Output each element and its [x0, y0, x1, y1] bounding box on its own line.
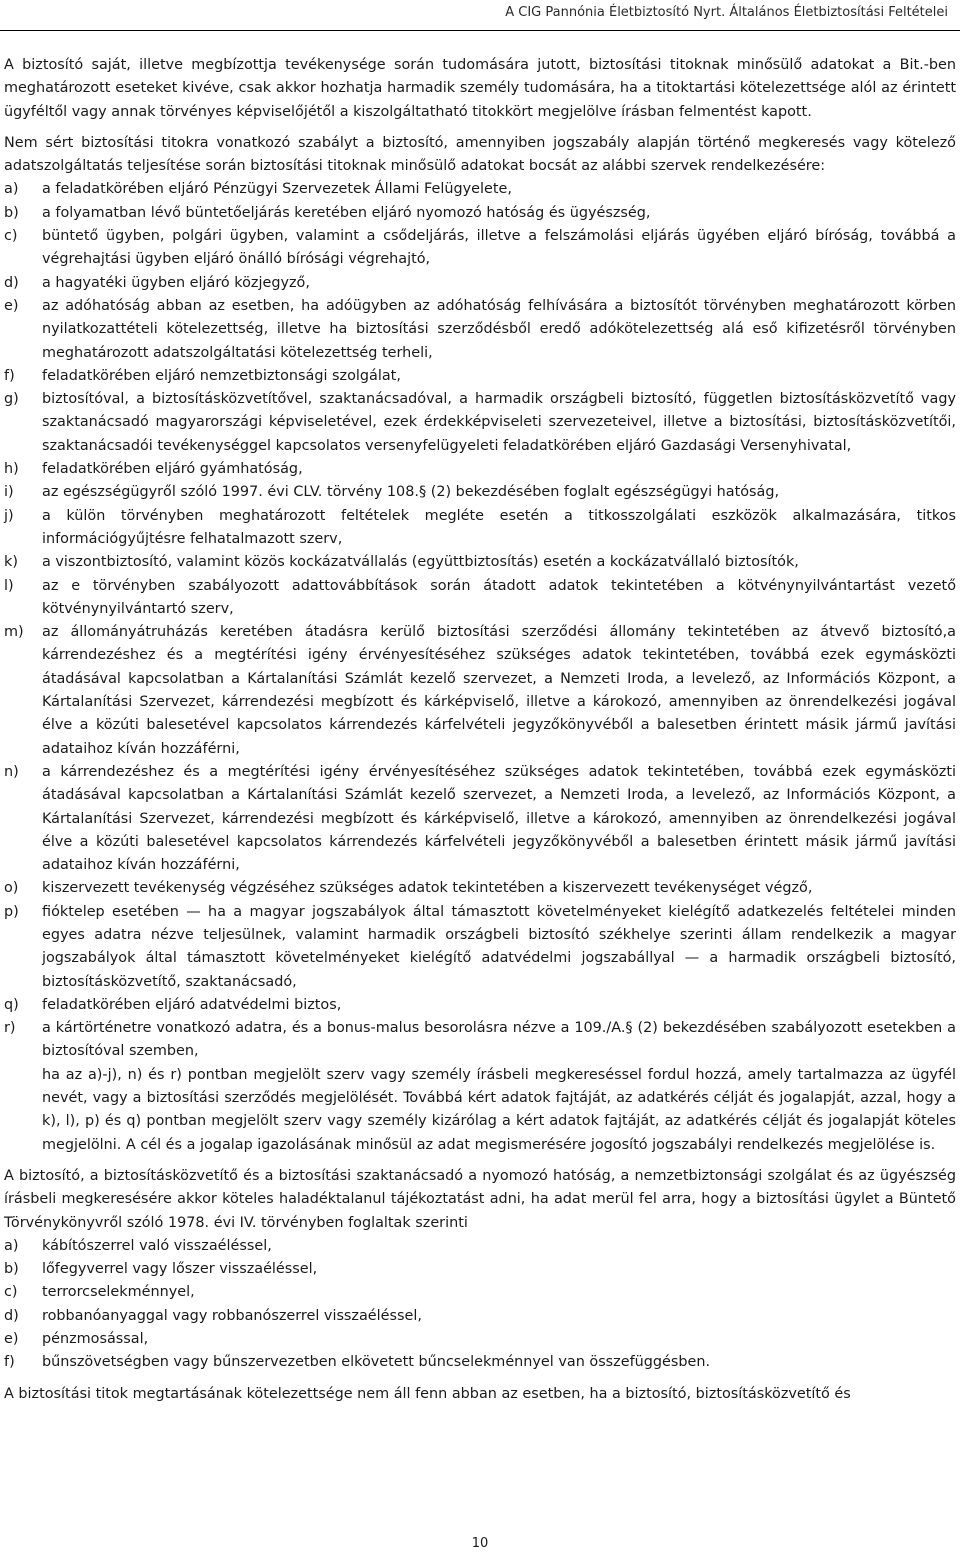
running-header: A CIG Pannónia Életbiztosító Nyrt. Általános Életbiztosítási Feltételei [505, 5, 948, 20]
list-item-text: büntető ügyben, polgári ügyben, valamint a csődeljárás, illetve a felszámolási eljárás ügyében eljáró bíróság, továbbá a végrehajtási ügyben eljáró önálló bírósági végrehajtó, [42, 228, 956, 268]
list-item [4, 1235, 956, 1258]
list-marker: b) [4, 1261, 19, 1278]
paragraph-request-conditions: ha az a)-j), n) és r) pontban megjelölt szerv vagy személy írásbeli megkereséssel fordul hozzá, amely tartalmazza az ügyfél nevét, vagy a biztosítási szerződés megjelölését. Továbbá kért adatok fajtáját, az adatkérés célját és jogalapját, azzal, hogy a k), l), p) és q) pontban megjelölt szerv vagy személy kizárólag a kért adatok fajtáját, az adatkérés célját és jogalapját köteles megjelölni. A cél és a jogalap igazolásának minősül az adat megismerésére jogosító jogszabályi rendelkezés megjelölése is. [42, 1066, 956, 1153]
list-item-text: pénzmosással, [42, 1331, 149, 1348]
list-item-text: a viszontbiztosító, valamint közös kockázatvállalás (együttbiztosítás) esetén a kockázatvállaló biztosítók, [42, 554, 799, 571]
list-marker: h) [4, 461, 19, 478]
list-marker: g) [4, 391, 19, 408]
list-item-text: a kárrendezéshez és a megtérítési igény érvényesítéséhez szükséges adatok tekintetében, továbbá ezek egymásközti átadásával kapcsolatban a Kártalanítási Számlát kezelő szervezet, a Nemzeti Iroda, a levelező, az Információs Központ, a Kártalanítási Szervezet, kárrendezési megbízott és kárképviselő, illetve a károkozó, amennyiben az önrendelkezési jogával élve a közúti balesetével kapcsolatos kárrendezés kárfelvételi jegyzőkönyvéből a balesetben érintett másik jármű javítási adataihoz kíván hozzáférni, [42, 763, 956, 874]
list-item [4, 575, 956, 622]
list-item-text: bűnszövetségben vagy bűnszervezetben elkövetett bűncselekménnyel van összefüggésben. [42, 1354, 711, 1371]
list-marker: e) [4, 297, 19, 314]
list-item-text: biztosítóval, a biztosításközvetítővel, szaktanácsadóval, a harmadik országbeli biztosító, független biztosításközvetítő vagy szaktanácsadó magyarországi képviseletével, ezek érdekképviseleti szervezeteivel, illetve a biztosítási, biztosításközvetítői, szaktanácsadói tevékenységgel kapcsolatos versenyfelügyeleti feladatkörében eljáró Gazdasági Versenyhivatal, [42, 391, 956, 454]
list-marker: p) [4, 903, 19, 920]
list-marker: e) [4, 1331, 19, 1348]
list-item [4, 1258, 956, 1281]
list-item [4, 621, 956, 761]
list-item-text: a kártörténetre vonatkozó adatra, és a bonus-malus besorolásra nézve a 109./A.§ (2) bekezdésében szabályozott esetekben a biztosítóval szemben, [42, 1020, 956, 1060]
list-item-text: a hagyatéki ügyben eljáró közjegyző, [42, 274, 310, 291]
list-marker: q) [4, 996, 19, 1013]
list-item [4, 877, 956, 900]
list-item-text: a külön törvényben meghatározott feltételek megléte esetén a titkosszolgálati eszközök alkalmazására, titkos információgyűjtésre felhatalmazott szerv, [42, 507, 956, 547]
list-marker: r) [4, 1020, 16, 1037]
list-marker: a) [4, 1237, 19, 1254]
list-item [4, 901, 956, 994]
list-item [4, 1305, 956, 1328]
list-item-text: lőfegyverrel vagy lőszer visszaéléssel, [42, 1261, 318, 1278]
list-item-text: a feladatkörében eljáró Pénzügyi Szervezetek Állami Felügyelete, [42, 181, 512, 198]
list-item [4, 365, 956, 388]
list-item [4, 481, 956, 504]
list-item [4, 1281, 956, 1304]
page-number: 10 [471, 1536, 489, 1551]
list-marker: a) [4, 181, 19, 198]
list-item-text: az e törvényben szabályozott adattovábbítások során átadott adatok tekintetében a kötvénynyilvántartást vezető kötvénynyilvántartó szerv, [42, 577, 956, 617]
list-item [4, 994, 956, 1017]
list-marker: i) [4, 484, 14, 501]
list-marker: d) [4, 274, 19, 291]
list-item-text: kábítószerrel való visszaéléssel, [42, 1237, 272, 1254]
list-marker: m) [4, 624, 24, 641]
paragraph-confidentiality: A biztosító saját, illetve megbízottja tevékenysége során tudomására jutott, biztosítási titoknak minősülő adatokat a Bit.-ben meghatározott eseteket kivéve, csak akkor hozhatja harmadik személy tudomására, ha a titoktartási kötelezettsége alól az érintett ügyféltől vagy annak törvényes képviselőjétől a kiszolgáltatható titokkört megjelölve írásban felmentést kapott. [4, 57, 956, 120]
list-item [4, 1017, 956, 1064]
list-item [4, 202, 956, 225]
paragraph-reporting-duty: A biztosító, a biztosításközvetítő és a biztosítási szaktanácsadó a nyomozó hatóság, a nemzetbiztonsági szolgálat és az ügyészség írásbeli megkeresésére akkor köteles haladéktalanul tájékoztatást adni, ha adat merül fel arra, hogy a biztosítási ügylet a Büntető Törvénykönyvről szóló 1978. évi IV. törvényben foglaltak szerinti [4, 1167, 956, 1231]
list-item [4, 761, 956, 877]
paragraph-exceptions-intro: Nem sért biztosítási titokra vonatkozó szabályt a biztosító, amennyiben jogszabály alapján történő megkeresés vagy kötelező adatszolgáltatás teljesítése során biztosítási titoknak minősülő adatokat bocsát az alábbi szervek rendelkezésére: [4, 134, 956, 175]
list-item [4, 225, 956, 272]
list-item [4, 295, 956, 365]
list-marker: c) [4, 1284, 18, 1301]
list-marker: o) [4, 880, 19, 897]
list-item-text: terrorcselekménnyel, [42, 1284, 195, 1301]
list-item-text: a folyamatban lévő büntetőeljárás keretében eljáró nyomozó hatóság és ügyészség, [42, 204, 651, 221]
list-item [4, 551, 956, 574]
list-marker: f) [4, 367, 15, 384]
paragraph-secrecy-exemption: A biztosítási titok megtartásának kötelezettsége nem áll fenn abban az esetben, ha a biztosító, biztosításközvetítő és [4, 1385, 851, 1402]
list-item-text: az egészségügyről szóló 1997. évi CLV. törvény 108.§ (2) bekezdésében foglalt egészségügyi hatóság, [42, 484, 780, 501]
list-marker: f) [4, 1354, 15, 1371]
list-marker: l) [4, 577, 14, 594]
offences-list [4, 1235, 956, 1375]
list-item [4, 178, 956, 201]
list-item-text: kiszervezett tevékenység végzéséhez szükséges adatok tekintetében a kiszervezett tevékenységet végző, [42, 880, 813, 897]
header-rule [0, 30, 960, 31]
list-item [4, 1351, 956, 1374]
list-item [4, 1328, 956, 1351]
list-item [4, 458, 956, 481]
list-item [4, 505, 956, 552]
list-item [4, 388, 956, 458]
list-marker: d) [4, 1307, 19, 1324]
list-item-text: feladatkörében eljáró gyámhatóság, [42, 461, 303, 478]
list-item-text: feladatkörében eljáró adatvédelmi biztos, [42, 996, 342, 1013]
list-item-text: az adóhatóság abban az esetben, ha adóügyben az adóhatóság felhívására a biztosítót törvényben meghatározott körben nyilatkozattételi kötelezettség, illetve ha biztosítási szerződésből eredő adókötelezettség alá eső kifizetésről törvényben meghatározott adatszolgáltatási kötelezettség terheli, [42, 297, 956, 361]
list-marker: k) [4, 554, 18, 571]
list-marker: j) [4, 507, 14, 524]
list-marker: n) [4, 763, 19, 780]
document-body [4, 54, 956, 1406]
list-item-text: robbanóanyaggal vagy robbanószerrel visszaéléssel, [42, 1307, 422, 1324]
list-item-text: az állományátruházás keretében átadásra kerülő biztosítási szerződési állomány tekintetében az átvevő biztosító,a kárrendezéshez és a megtérítési igény érvényesítéséhez szükséges adatok tekintetében, továbbá ezek egymásközti átadásával kapcsolatban a Kártalanítási Számlát kezelő szervezet, a Nemzeti Iroda, a levelező, az Információs Központ, a Kártalanítási Szervezet, kárrendezési megbízott és kárképviselő, illetve a károkozó, amennyiben az önrendelkezési jogával élve a közúti balesetével kapcsolatos kárrendezés kárfelvételi jegyzőkönyvéből a balesetben érintett másik jármű javítási adataihoz kíván hozzáférni, [42, 624, 956, 757]
list-marker: b) [4, 204, 19, 221]
list-marker: c) [4, 228, 18, 245]
list-item-text: fióktelep esetében — ha a magyar jogszabályok által támasztott követelményeket kielégítő adatkezelés feltételei minden egyes adatra nézve teljesülnek, valamint harmadik országbeli biztosító székhelye szerinti állam rendelkezik a magyar jogszabályok által támasztott követelményeket kielégítő adatvédelmi jogszabállyal — a harmadik országbeli biztosító, biztosításközvetítő, szaktanácsadó, [42, 903, 956, 990]
authorities-list [4, 178, 956, 1063]
list-item-text: feladatkörében eljáró nemzetbiztonsági szolgálat, [42, 367, 401, 384]
list-item [4, 272, 956, 295]
